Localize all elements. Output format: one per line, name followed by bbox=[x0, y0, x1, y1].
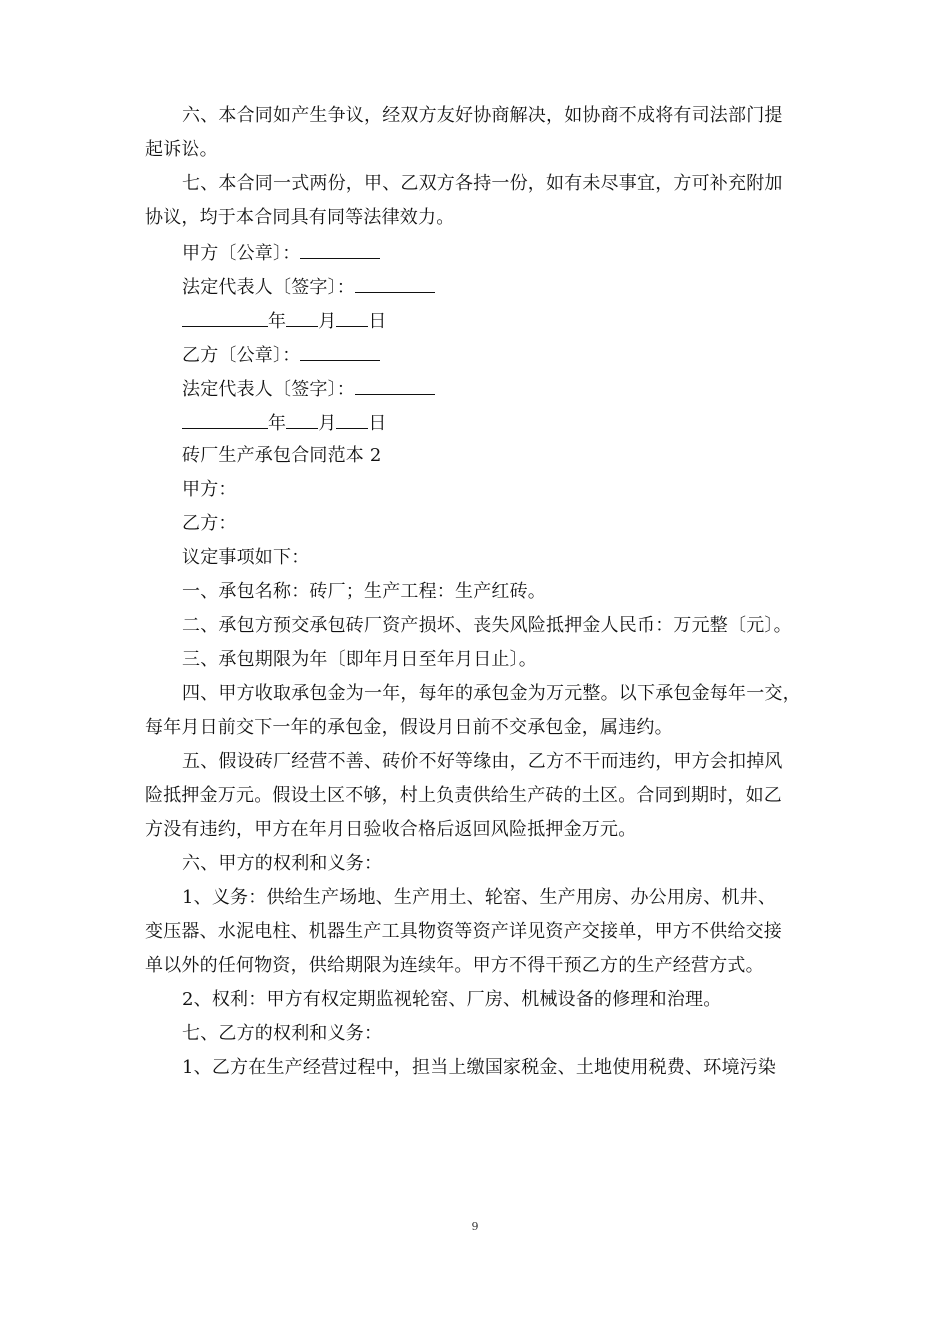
month-label: 月 bbox=[318, 413, 337, 434]
paragraph-line: 七、乙方的权利和义务： bbox=[182, 1023, 383, 1044]
day-blank bbox=[336, 410, 368, 429]
month-blank bbox=[286, 410, 318, 429]
paragraph-line: 六、本合同如产生争议，经双方友好协商解决，如协商不成将有司法部门提 bbox=[182, 105, 783, 126]
paragraph-line: 六、甲方的权利和义务： bbox=[182, 853, 383, 874]
party-b-representative-line bbox=[182, 376, 435, 402]
paragraph-line: 险抵押金万元。假设土区不够，村上负责供给生产砖的土区。合同到期时，如乙 bbox=[145, 785, 782, 806]
paragraph-line: 1、乙方在生产经营过程中，担当上缴国家税金、土地使用税费、环境污染 bbox=[182, 1057, 777, 1078]
paragraph-line: 协议，均于本合同具有同等法律效力。 bbox=[145, 207, 455, 228]
year-label: 年 bbox=[268, 413, 287, 434]
year-label: 年 bbox=[268, 311, 287, 332]
day-label: 日 bbox=[368, 413, 387, 434]
paragraph-line: 起诉讼。 bbox=[145, 139, 218, 160]
representative-label: 法定代表人〔签字〕： bbox=[182, 277, 355, 298]
paragraph-line: 二、承包方预交承包砖厂资产损坏、丧失风险抵押金人民币：万元整〔元〕。 bbox=[182, 615, 792, 636]
paragraph-line: 议定事项如下： bbox=[182, 547, 310, 568]
paragraph-line: 七、本合同一式两份，甲、乙双方各持一份，如有未尽事宜，方可补充附加 bbox=[182, 173, 783, 194]
paragraph-line: 方没有违约，甲方在年月日验收合格后返回风险抵押金万元。 bbox=[145, 819, 637, 840]
day-blank bbox=[336, 308, 368, 327]
paragraph-line: 每年月日前交下一年的承包金，假设月日前不交承包金，属违约。 bbox=[145, 717, 673, 738]
party-a-representative-line bbox=[182, 274, 435, 300]
signature-blank bbox=[355, 376, 435, 395]
party-a-seal-line bbox=[182, 240, 380, 266]
party-a-label: 甲方： bbox=[182, 479, 237, 500]
paragraph-line: 五、假设砖厂经营不善、砖价不好等缘由，乙方不干而违约，甲方会扣掉风 bbox=[182, 751, 783, 772]
paragraph-line: 2、权利：甲方有权定期监视轮窑、厂房、机械设备的修理和治理。 bbox=[182, 989, 722, 1010]
party-b-date-line bbox=[182, 410, 387, 436]
representative-label: 法定代表人〔签字〕： bbox=[182, 379, 355, 400]
party-b-seal-label: 乙方〔公章〕： bbox=[182, 345, 301, 366]
paragraph-line: 变压器、水泥电柱、机器生产工具物资等资产详见资产交接单，甲方不供给交接 bbox=[145, 921, 782, 942]
year-blank bbox=[182, 308, 268, 327]
paragraph-line: 单以外的任何物资，供给期限为连续年。甲方不得干预乙方的生产经营方式。 bbox=[145, 955, 764, 976]
party-b-label: 乙方： bbox=[182, 513, 237, 534]
year-blank bbox=[182, 410, 268, 429]
party-a-date-line bbox=[182, 308, 387, 334]
paragraph-line: 1、义务：供给生产场地、生产用土、轮窑、生产用房、办公用房、机井、 bbox=[182, 887, 777, 908]
page-number: 9 bbox=[471, 1220, 479, 1233]
paragraph-line: 三、承包期限为年〔即年月日至年月日止〕。 bbox=[182, 649, 537, 670]
day-label: 日 bbox=[368, 311, 387, 332]
party-a-seal-label: 甲方〔公章〕： bbox=[182, 243, 301, 264]
signature-blank bbox=[355, 274, 435, 293]
month-blank bbox=[286, 308, 318, 327]
paragraph-line: 四、甲方收取承包金为一年，每年的承包金为万元整。以下承包金每年一交， bbox=[182, 683, 801, 704]
signature-blank bbox=[300, 342, 380, 361]
paragraph-line: 一、承包名称：砖厂；生产工程：生产红砖。 bbox=[182, 581, 546, 602]
party-b-seal-line bbox=[182, 342, 380, 368]
month-label: 月 bbox=[318, 311, 337, 332]
section-title: 砖厂生产承包合同范本 2 bbox=[182, 445, 382, 466]
signature-blank bbox=[300, 240, 380, 259]
